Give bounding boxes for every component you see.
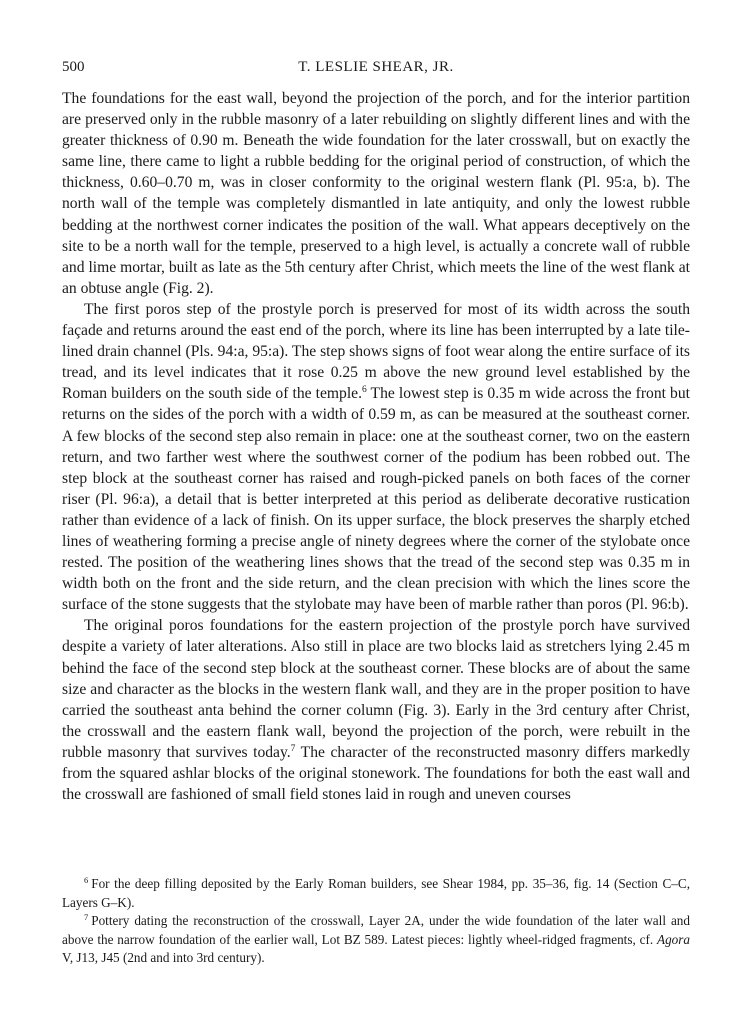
running-head: T. LESLIE SHEAR, JR. — [298, 59, 454, 75]
footnote-ref-6[interactable]: 6 — [361, 385, 367, 396]
paragraph-3 — [62, 615, 690, 805]
footnote-7 — [62, 912, 690, 968]
page-number: 500 — [62, 59, 85, 75]
paragraph-2 — [62, 299, 690, 615]
paragraph-1-text: The foundations for the east wall, beyond the projection of the porch, and for the interior partition are preserved only in the rubble masonry of a later rebuilding on slightly different lines and with the greater thickness of 0.90 m. Beneath the wide foundation for the later crosswall, but on exactly the same line, there came to light a rubble bedding for the original period of construction, of which the thickness, 0.60–0.70 m, was in closer conformity to the original western flank (Pl. 95:a, b). The north wall of the temple was completely dismantled in late antiquity, and only the lowest rubble bedding at the northwest corner indicates the position of the wall. What appears deceptively on the site to be a north wall for the temple, preserved to a high level, is actually a concrete wall of rubble and lime mortar, built as late as the 5th century after Christ, which meets the line of the west flank at an obtuse angle (Fig. 2). — [62, 90, 690, 297]
paragraph-3-text-a: The original poros foundations for the eastern projection of the prostyle porch have survived despite a variety of later alterations. Also still in place are two blocks laid as stretchers lying 2.45 m behind the face of the second step block at the southeast corner. These blocks are of about the same size and character as the blocks in the western flank wall, and they are in the proper position to have carried the southeast anta behind the corner column (Fig. 3). Early in the 3rd century after Christ, the crosswall and the eastern flank wall, beyond the projection of the porch, were rebuilt in the rubble masonry that survives today. — [62, 617, 690, 761]
paragraph-1 — [62, 88, 690, 299]
footnote-7-text-b: V, J13, J45 (2nd and into 3rd century). — [62, 950, 265, 966]
paragraph-2-text-a: The first poros step of the prostyle porch is preserved for most of its width across the south façade and returns around the east end of the porch, where its line has been interrupted by a late tile-lined drain channel (Pls. 94:a, 95:a). The step shows signs of foot wear along the entire surface of its tread, and its level indicates that it rose 0.25 m above the new ground level established by the Roman builders on the south side of the temple. — [62, 300, 690, 403]
footnote-ref-7[interactable]: 7 — [290, 743, 296, 754]
body-text — [62, 88, 690, 805]
footnote-7-italic: Agora — [657, 931, 690, 947]
footnote-7-text-a: Pottery dating the reconstruction of the crosswall, Layer 2A, under the wide foundation of the later wall and above the narrow foundation of the earlier wall, Lot BZ 589. Latest pieces: lightly wheel-ridged fragments, cf. — [62, 913, 690, 947]
page-header — [62, 57, 690, 77]
footnotes — [62, 875, 690, 968]
paragraph-2-text-b: The lowest step is 0.35 m wide across the front but returns on the sides of the porch with a width of 0.59 m, as can be measured at the southeast corner. A few blocks of the second step also remain in place: one at the southeast corner, two on the eastern return, and two farther west where the southwest corner of the podium has been robbed out. The step block at the southeast corner has raised and rough-picked panels on both faces of the corner riser (Pl. 96:a), a detail that is better interpreted at this period as deliberate decorative rustication rather than evidence of a lack of finish. On its upper surface, the block preserves the sharply etched lines of weathering forming a precise angle of ninety degrees where the corner of the stylobate once rested. The position of the weathering lines shows that the tread of the second step was 0.35 m in width both on the front and the side return, and the clean precision with which the lines score the surface of the stone suggests that the stylobate may have been of marble rather than poros (Pl. 96:b). — [62, 385, 690, 614]
paragraph-3-text-b: The character of the reconstructed masonry differs markedly from the squared ashlar blocks of the original stonework. The foundations for both the east wall and the crosswall are fashioned of small field stones laid in rough and uneven courses — [62, 743, 690, 804]
footnote-6-text: For the deep filling deposited by the Early Roman builders, see Shear 1984, pp. 35–36, fig. 14 (Section C–C, Layers G–K). — [62, 876, 690, 910]
footnote-7-number: 7 — [84, 911, 89, 922]
footnote-6 — [62, 875, 690, 912]
footnote-6-number: 6 — [84, 874, 89, 885]
